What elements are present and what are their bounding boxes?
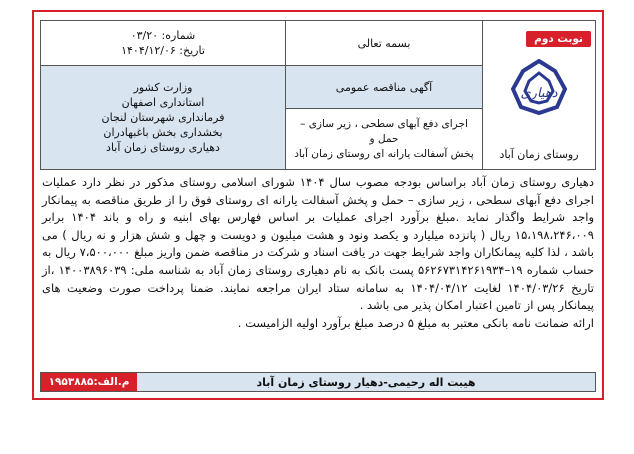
logo-text: دهیاری: [520, 86, 558, 101]
notice-paragraph: دهیاری روستای زمان آباد براساس بودجه مصوب سال ۱۴۰۴ شورای اسلامی روستای مذکور در نظر دارد عملیات اجرای دفع آبهای سطحی ، زیر سازی – حمل و پخش آسفالت یارانه ای روستای فوق را از طریق مناقصه به پیمانکار واجد شرایط واگذار نماید .مبلغ برآورد اجرای عملیات بر اساس فهارس بهای ابنیه و راه و باند ۱۴۰۴ برابر ۱۵،۱۹۸،۲۴۶،۰۰۹ ریال ( پانزده میلیارد و یکصد ونود و هشت میلیون و دویست و چهل و شش هزار و نه ریال ) می باشد ، لذا کلیه پیمانکاران واجد شرایط جهت در یافت اسناد و شرکت در مناقصه ضمن واریز مبلغ ۷،۵۰۰،۰۰۰ ریال به حساب شماره ۱۹–۵۶۲۶۷۳۱۴۲۶۱۹۳۴ پست بانک به نام دهیاری روستای زمان آباد به شناسه ملی: ۱۴۰۰۳۸۹۶۰۳۹ ،از تاریخ ۱۴۰۴/۰۳/۲۶ لغایت ۱۴۰۴/۰۴/۱۲ به سامانه ستاد ایران مراجعه نمایند. ضمنا پرداخت صورت وضعیت های پیمانکار پس از تامین اعتبار امکان پذیر می باشد .: [42, 175, 595, 313]
publication-code: م.الف:۱۹۵۳۸۸۵: [41, 373, 137, 391]
org-line: وزارت کشور: [133, 81, 193, 94]
meta-column: [41, 21, 285, 169]
org-line: استانداری اصفهان: [121, 96, 205, 109]
dehyari-logo-icon: [499, 59, 579, 123]
signature: هیبت اله رحیمی-دهیار روستای زمان آباد: [256, 375, 476, 389]
subject: [286, 109, 482, 169]
second-round-badge: نوبت دوم: [526, 31, 591, 47]
letter-number: شماره: ۰۳/۲۰: [130, 29, 196, 42]
notice-title: آگهی مناقصه عمومی: [286, 66, 482, 109]
org-line: بخشداری بخش باغبهادران: [103, 126, 223, 139]
notice-body: [42, 174, 594, 332]
logo-cell: [482, 21, 595, 169]
header-table: [40, 20, 596, 170]
footer-bar: [40, 372, 596, 392]
organization-cell: [41, 66, 285, 169]
subject-line: پخش آسفالت یارانه ای روستای زمان آباد: [294, 147, 474, 160]
subject-line: اجرای دفع آبهای سطحی ، زیر سازی – حمل و: [300, 117, 468, 145]
letter-date: تاریخ: ۱۴۰۴/۱۲/۰۶: [121, 44, 205, 57]
number-date-cell: [41, 21, 285, 66]
notice-frame: [32, 10, 604, 400]
title-column: [285, 21, 482, 169]
guarantee-line: ارائه ضمانت نامه بانکی معتبر به مبلغ ۵ درصد مبلغ برآورد اولیه الزامیست .: [237, 315, 594, 330]
org-line: فرمانداری شهرستان لنجان: [101, 111, 225, 124]
basmala: بسمه تعالی: [286, 21, 482, 66]
logo-caption: روستای زمان آباد: [499, 148, 579, 161]
org-line: دهیاری روستای زمان آباد: [106, 141, 220, 154]
